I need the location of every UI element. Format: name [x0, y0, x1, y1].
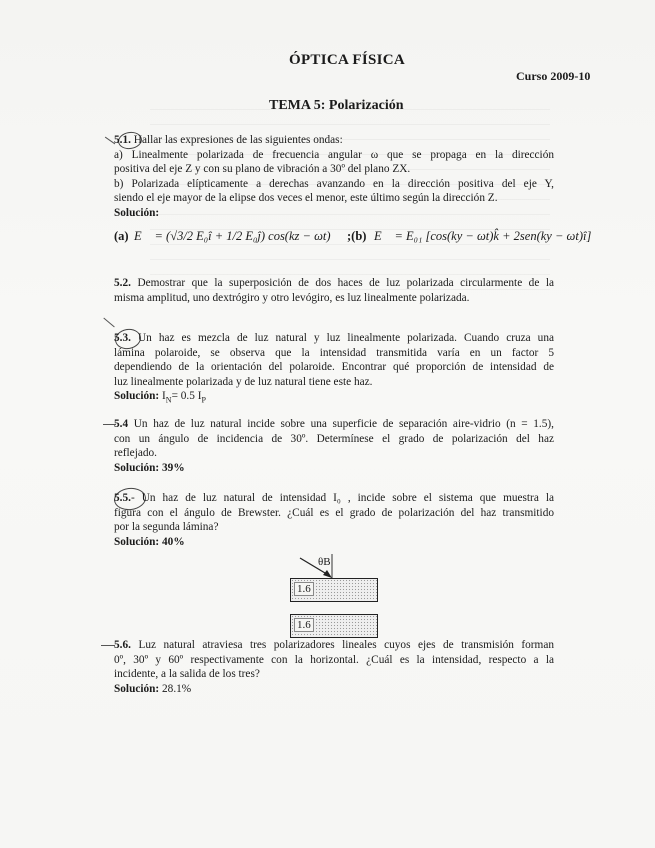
solution-value: 28.1%: [162, 682, 192, 695]
angle-label: θB: [318, 556, 331, 568]
page-title: ÓPTICA FÍSICA: [289, 52, 406, 68]
problem-line: b) Polarizada elípticamente a derechas avanzando en la dirección positiva del eje Y,: [114, 177, 554, 190]
problem-line: misma amplitud, uno dextrógiro y otro levógiro, es luz linealmente polarizada.: [114, 291, 470, 304]
equation-a: E⃗ = (√3/2 E₀î + 1/2 E₀ĵ) cos(kz − ωt): [134, 229, 331, 243]
problem-5-5: 5.5.- Un haz de luz natural de intensidad I₀ , incide sobre el sistema que muestra la figura con el ángulo de Brewster. ¿Cuál es el grado de polarización del haz transmitido por la segunda lámina? Solución: 40%: [114, 492, 554, 548]
problem-number: 5.4: [114, 418, 129, 430]
problem-5-1: [114, 133, 554, 221]
problem-line: a) Linealmente polarizada de frecuencia angular ω que se propaga en la dirección: [114, 148, 554, 161]
solution-equation: [114, 219, 592, 259]
glass-plate-2: 1.6: [290, 614, 378, 638]
solution-label: Solución:: [114, 682, 160, 695]
problem-number: 5.2.: [114, 277, 131, 289]
problem-number: 5.6.: [114, 639, 131, 651]
handwritten-dash-mark: [101, 645, 115, 646]
problem-number: 5.3.: [114, 332, 131, 344]
equation-label-a: (a): [114, 229, 129, 243]
problem-5-2: [114, 276, 554, 305]
problem-line: dependiendo de la orientación del polaroide. Encontrar qué proporción de intensidad de: [114, 361, 554, 374]
problem-line: incidente, a la salida de los tres?: [114, 668, 260, 681]
solution-value: $I_N= 0.5$ $I_P$: [162, 390, 206, 405]
problem-line: Un haz de luz natural incide sobre una superficie de separación aire-vidrio (n = 1.5),: [133, 418, 554, 430]
solution-label: Solución:: [114, 390, 160, 403]
problem-line: Luz natural atraviesa tres polarizadores lineales cuyos ejes de transmisión forman: [138, 639, 554, 651]
problem-number: 5.1.: [114, 134, 131, 146]
handwritten-tick-mark: [103, 318, 114, 328]
problem-line: Un haz es mezcla de luz natural y luz linealmente polarizada. Cuando cruza una: [137, 332, 554, 344]
problem-line: Un haz de luz natural de intensidad I₀ , incide sobre el sistema que muestra la: [141, 492, 554, 504]
problem-5-4: [114, 417, 554, 475]
solution-value: 40%: [162, 535, 185, 548]
problem-line: Hallar las expresiones de las siguientes ondas:: [133, 134, 343, 146]
solution-label: Solución:: [114, 206, 160, 219]
problem-line: lámina polaroide, se observa que la intensidad transmitida varía en un factor 5: [114, 346, 554, 359]
solution-label: Solución:: [114, 461, 160, 474]
problem-line: positiva del eje Z y con su plano de vibración a 30º del plano ZX.: [114, 163, 411, 176]
solution-value: 39%: [162, 461, 185, 474]
topic-heading: TEMA 5: Polarización: [269, 98, 404, 113]
problem-line: figura con el ángulo de Brewster. ¿Cuál es el grado de polarización del haz transmitido: [114, 506, 554, 519]
problem-number: 5.5.: [114, 492, 131, 504]
problem-line: por la segunda lámina?: [114, 521, 219, 534]
equation-label-b: ;(b): [347, 229, 367, 243]
problem-line: 0º, 30º y 60º respectivamente con la horizontal. ¿Cuál es la intensidad, respecto a la: [114, 653, 554, 666]
course-label: Curso 2009-10: [516, 69, 591, 83]
equation-b: E⃗ = E₀₁ [cos(ky − ωt)k̂ + 2sen(ky − ωt)î]: [374, 229, 592, 243]
problem-line: siendo el eje mayor de la elipse dos veces el menor, este último según la dirección Z.: [114, 192, 498, 205]
problem-line: Demostrar que la superposición de dos haces de luz polarizada circularmente de la: [137, 277, 554, 289]
problem-5-6: [114, 638, 554, 696]
glass-plate-1: 1.6: [290, 578, 378, 602]
problem-line: luz linealmente polarizada y de luz natural tiene este haz.: [114, 375, 373, 388]
problem-line: reflejado.: [114, 447, 157, 460]
problem-5-3: [114, 331, 554, 408]
solution-label: Solución:: [114, 535, 160, 548]
problem-line: con un ángulo de incidencia de 30º. Determínese el grado de polarización del haz: [114, 432, 554, 445]
